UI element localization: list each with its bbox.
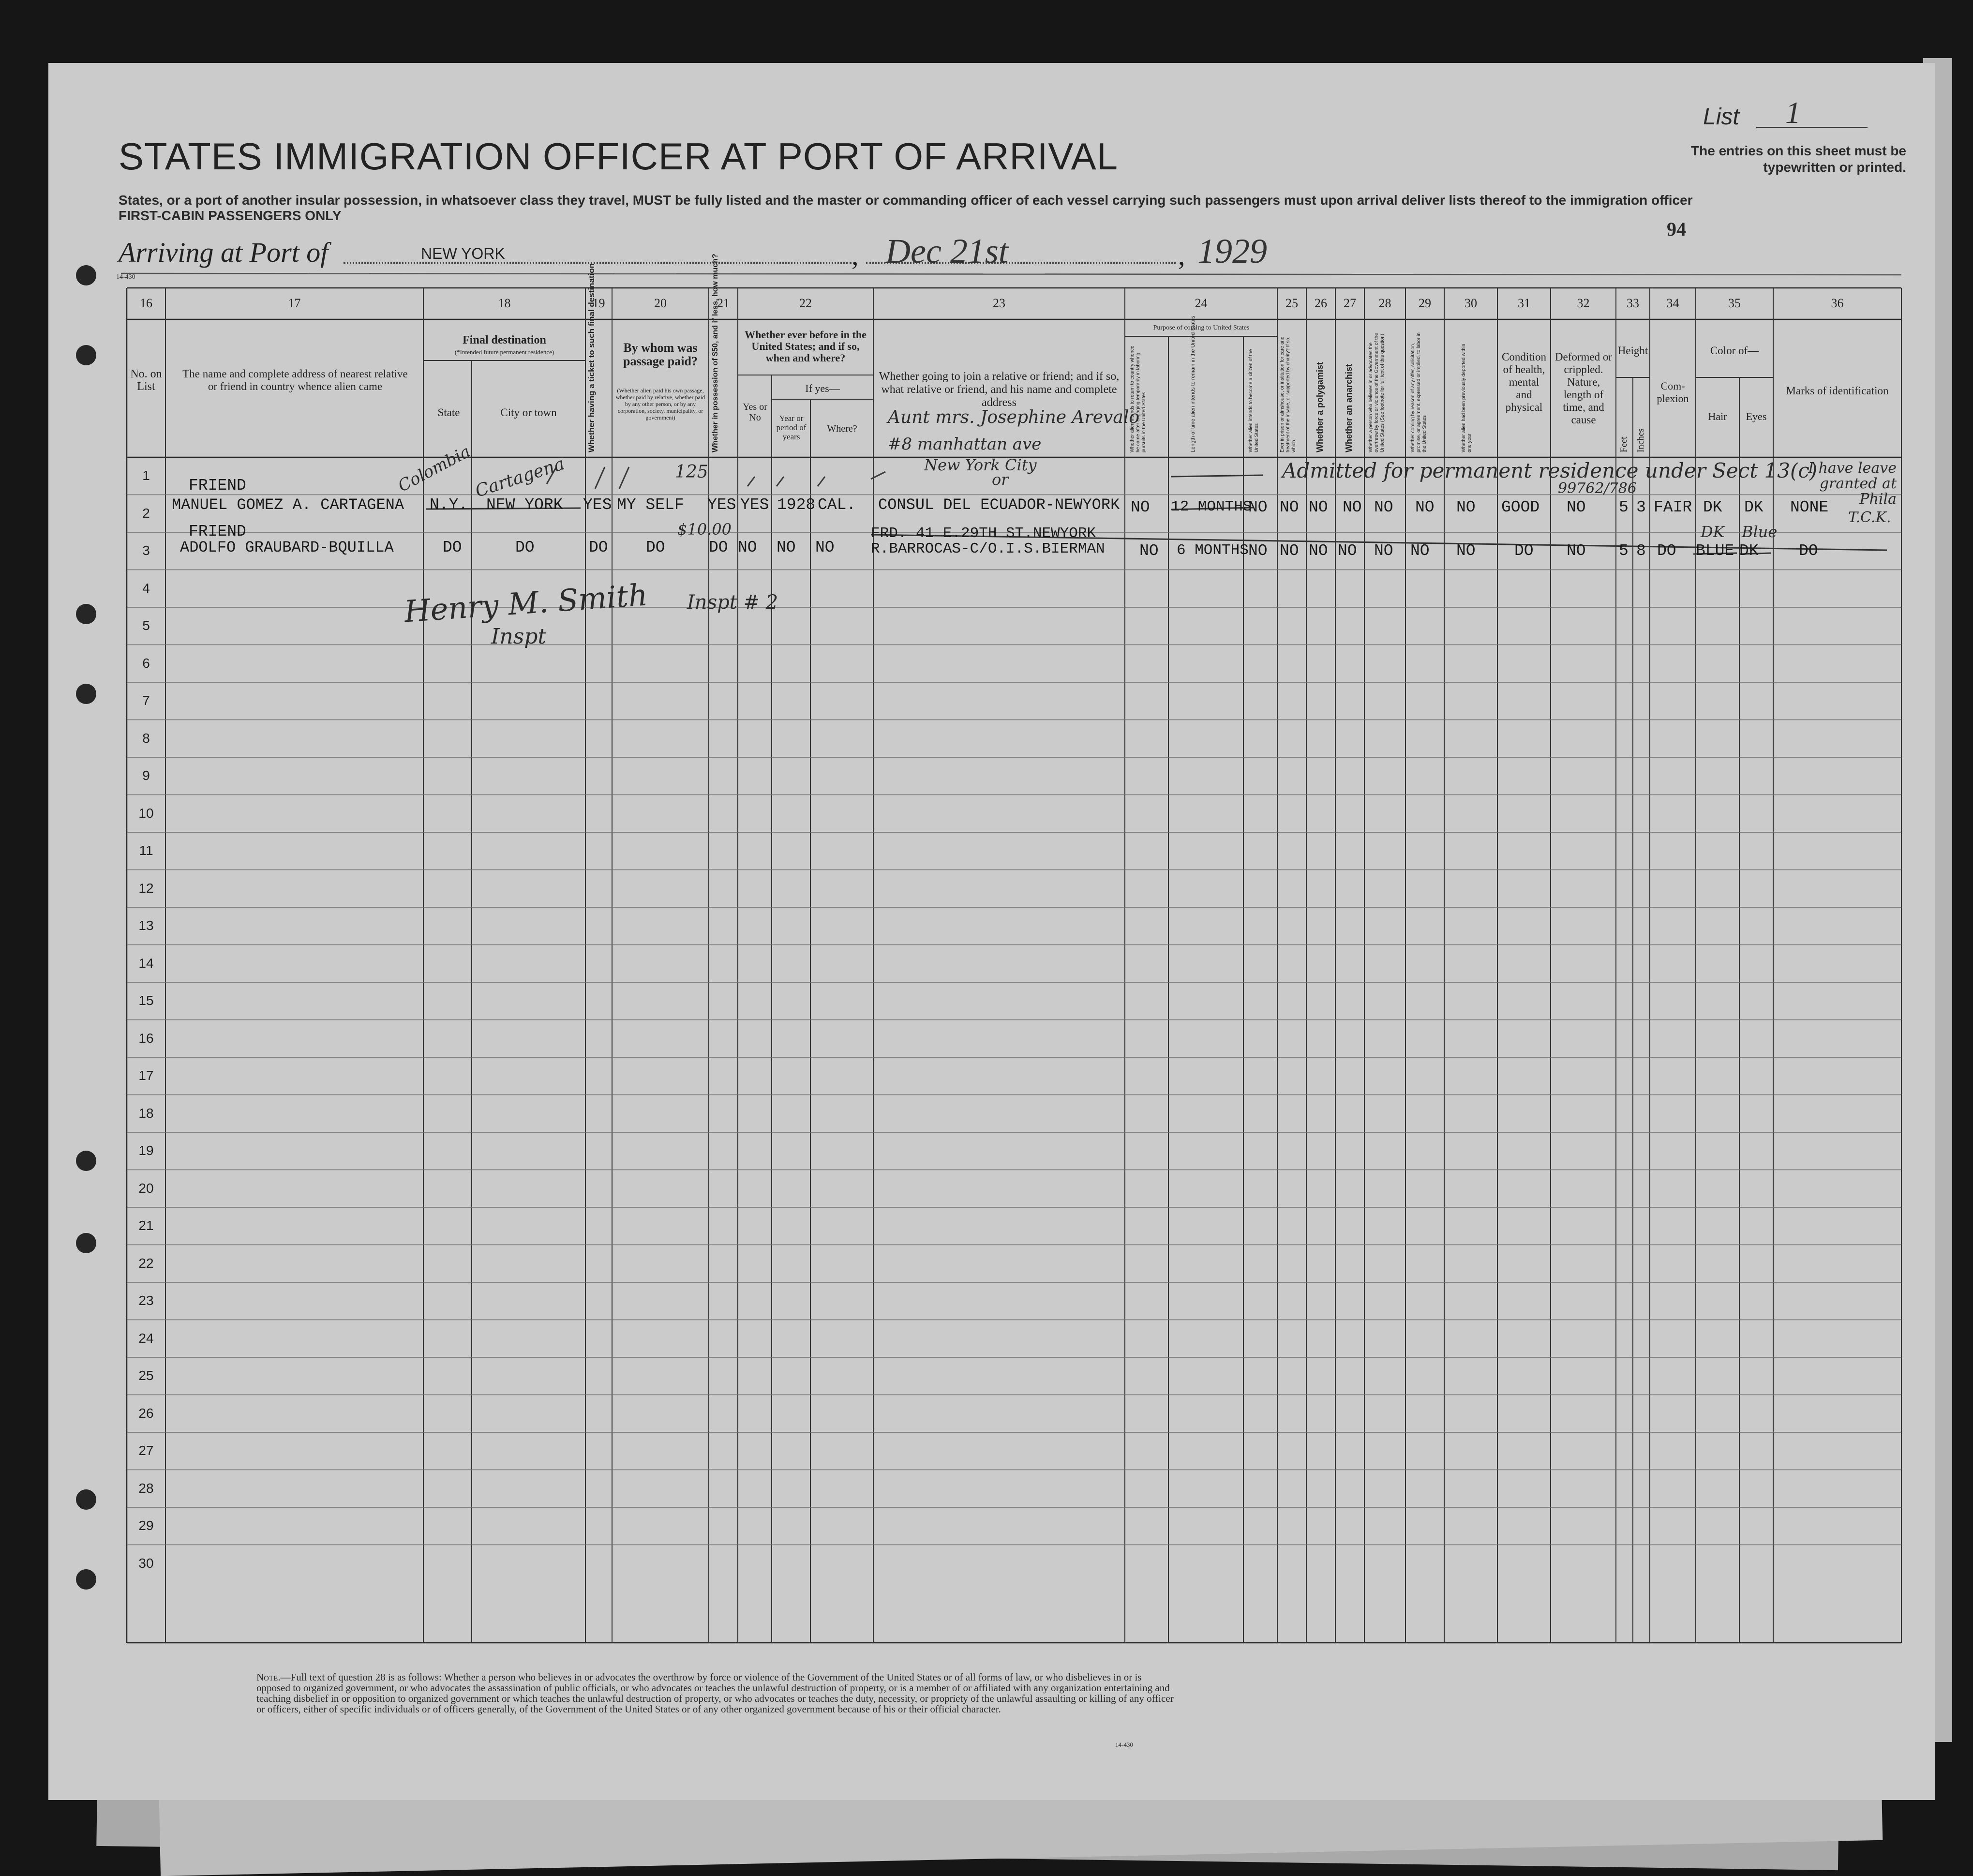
money-handwritten: 125	[675, 462, 708, 482]
col-28-header	[1368, 327, 1386, 452]
row1-eyes: DK	[1744, 498, 1764, 516]
page-number: 94	[1667, 218, 1686, 240]
row1-return: NO	[1131, 498, 1150, 516]
form-instructions: States, or a port of another insular possession, in whatsoever class they travel, MUST be fully listed and the master or commanding officer of each vessel carrying such passengers must upon arrival deliver lists thereof to the immigration officer	[119, 193, 1693, 208]
col-29-number: 29	[1419, 296, 1431, 310]
col-22-where-header: Where?	[827, 423, 857, 434]
row-number: 29	[138, 1518, 154, 1533]
col-24b-header	[1190, 315, 1196, 452]
col-28-number: 28	[1378, 296, 1391, 310]
row1-paid-by: MY SELF	[617, 496, 684, 514]
col-20-header: By whom was passage paid?	[623, 341, 698, 368]
row-number: 2	[142, 505, 150, 521]
city-handwritten: Cartagena	[473, 453, 567, 501]
col-22-number: 22	[799, 296, 812, 310]
row-number: 17	[138, 1068, 154, 1083]
col-33-inches-header	[1636, 428, 1646, 452]
row2-deformed: NO	[1567, 542, 1586, 560]
row-number: 3	[142, 543, 150, 558]
col-24-number: 24	[1195, 296, 1208, 310]
row-number: 15	[138, 993, 154, 1008]
col-24-header: Purpose of coming to United States	[1153, 324, 1250, 331]
row2-polygamist: NO	[1309, 542, 1328, 560]
row-number: 19	[138, 1143, 154, 1158]
row2-marks: DO	[1799, 542, 1818, 560]
row1-length: 12 MONTHS	[1171, 498, 1252, 515]
col-16-number: 16	[140, 296, 152, 310]
col-31-number: 31	[1518, 296, 1530, 310]
joining-handwritten-3: New York City	[924, 456, 1037, 474]
row-number: 20	[138, 1180, 154, 1196]
col-30-number: 30	[1465, 296, 1477, 310]
row2-anarchist: NO	[1338, 542, 1357, 560]
row2-return: NO	[1139, 542, 1159, 560]
row-number: 13	[138, 918, 154, 933]
admission-notation: Admitted for permanent residence under Sect 13(c)	[1282, 459, 1818, 482]
row2-complexion: DO	[1657, 542, 1676, 560]
row-number: 14	[138, 955, 154, 971]
file-number: 99762/786	[1558, 480, 1637, 497]
col-27-number: 27	[1344, 296, 1356, 310]
state-handwritten: Colombia	[395, 442, 474, 496]
row1-polygamist: NO	[1309, 498, 1328, 516]
col-21-number: 21	[717, 296, 730, 310]
row1-state: N.Y.	[430, 496, 468, 514]
joining-handwritten-1: Aunt mrs. Josephine Arevalo	[888, 407, 1140, 427]
col-22-yesno-header: Yes or No	[743, 402, 767, 423]
footnote	[256, 1672, 1176, 1714]
col-30-header	[1461, 336, 1473, 452]
row2-inches: 8	[1636, 542, 1646, 560]
col-23-header: Whether going to join a relative or friend; and if so, what relative or friend, and his name and complete address	[879, 370, 1120, 409]
row1-relation: FRIEND	[189, 477, 246, 495]
row2-length: 6 MONTHS	[1177, 542, 1249, 559]
row-number: 25	[138, 1368, 154, 1383]
col-31-header: Condition of health, mental and physical	[1501, 351, 1546, 413]
list-number: 1	[1785, 95, 1801, 130]
row-number: 11	[139, 843, 153, 858]
row1-before: YES	[740, 496, 769, 514]
form-title: STATES IMMIGRATION OFFICER AT PORT OF ARRIVAL	[119, 135, 1119, 178]
check-marks	[547, 467, 885, 489]
row2-joining-line2: R.BARROCAS-C/O.I.S.BIERMAN	[871, 540, 1105, 557]
row2-relation: FRIEND	[189, 523, 246, 540]
row-number: 9	[142, 768, 150, 783]
col-16-header: No. on List	[130, 368, 162, 393]
row2-city: DO	[515, 539, 535, 556]
col-19-header-text: Whether having a ticket to such final destination	[587, 263, 596, 452]
row2-before-where: NO	[815, 539, 835, 556]
row-number: 5	[142, 618, 150, 633]
row1-relative-address: MANUEL GOMEZ A. CARTAGENA	[172, 496, 404, 514]
entries-note: The entries on this sheet must be typewritten or printed.	[1691, 143, 1906, 175]
row2-joining-line1: FRD. 41 E.29TH ST.NEWYORK	[871, 525, 1096, 542]
col-26-header-text: Whether a polygamist	[1315, 361, 1325, 452]
row-number: 26	[138, 1405, 154, 1421]
col-26-number: 26	[1315, 296, 1327, 310]
col-19-header	[586, 263, 597, 452]
col-36-number: 36	[1831, 296, 1844, 310]
row1-ticket: YES	[583, 496, 612, 514]
col-34-header: Com-plexion	[1657, 380, 1689, 405]
col-33-feet-text: Feet	[1619, 436, 1629, 452]
row2-before-year: NO	[777, 539, 796, 556]
col-17-number: 17	[288, 296, 301, 310]
col-32-number: 32	[1577, 296, 1590, 310]
row1-prison: NO	[1280, 498, 1299, 516]
row-number: 12	[138, 880, 154, 896]
row1-complexion: FAIR	[1654, 498, 1692, 516]
col-27-header	[1344, 364, 1354, 452]
col-27-header-text: Whether an anarchist	[1344, 363, 1354, 452]
separator: ,	[852, 240, 859, 271]
col-35-hair-header: Hair	[1708, 410, 1727, 422]
arrival-date: Dec 21st	[885, 232, 1008, 270]
row1-deformed: NO	[1567, 498, 1586, 516]
row-number: 21	[138, 1218, 154, 1233]
joining-handwritten-2: #8 manhattan ave	[888, 435, 1042, 454]
row1-joining: CONSUL DEL ECUADOR-NEWYORK	[878, 496, 1120, 514]
row2-hair: BLUE	[1696, 542, 1734, 560]
row-number: 1	[142, 468, 150, 483]
row1-offer: NO	[1415, 498, 1435, 516]
col-26-header	[1315, 362, 1325, 452]
row2-feet: 5	[1619, 542, 1629, 560]
col-25-number: 25	[1285, 296, 1298, 310]
col-24a-header	[1130, 341, 1147, 452]
row1-deported: NO	[1456, 498, 1476, 516]
row-number: 4	[142, 580, 150, 596]
col-18-state-header: State	[437, 406, 460, 419]
row1-before-where: CAL.	[818, 496, 856, 514]
col-25-header-text: Ever in prison or almshouse, or institution for care and treatment of the insane, or supported by charity? If so, which	[1280, 336, 1297, 452]
row1-anarchist: NO	[1343, 498, 1362, 516]
col-23-number: 23	[993, 296, 1005, 310]
row2-money: DO	[709, 539, 728, 556]
row1-hair: DK	[1703, 498, 1722, 516]
inspector-signature: Henry M. Smith	[403, 577, 649, 630]
row1-inches: 3	[1636, 498, 1646, 516]
row1-citizen: NO	[1248, 498, 1268, 516]
row-number: 7	[142, 693, 150, 708]
col-33-feet-header	[1619, 436, 1629, 452]
col-35-eyes-header: Eyes	[1746, 410, 1767, 422]
joining-handwritten-4: or	[992, 470, 1009, 489]
inspector-number: Inspt # 2	[687, 591, 778, 614]
money-handwritten-2: $10.00	[677, 520, 732, 539]
col-20-number: 20	[654, 296, 667, 310]
col-17-header: The name and complete address of nearest relative or friend in country whence alien came	[182, 368, 408, 392]
inspector-initials: T.C.K.	[1848, 509, 1891, 526]
col-33-header: Height	[1617, 345, 1648, 357]
row1-marks: NONE	[1790, 498, 1829, 516]
inspector-title: Inspt	[491, 624, 547, 649]
port-of-arrival: NEW YORK	[421, 245, 505, 262]
row2-citizen: NO	[1248, 542, 1268, 560]
list-label: List	[1703, 104, 1739, 130]
arrival-year: 1929	[1197, 232, 1267, 270]
arriving-label: Arriving at Port of	[119, 237, 329, 268]
col-33-number: 33	[1627, 296, 1639, 310]
row-number: 30	[138, 1555, 154, 1571]
eyes-handwritten: Blue	[1742, 523, 1778, 541]
row-number: 16	[138, 1030, 154, 1046]
passenger-class: FIRST-CABIN PASSENGERS ONLY	[119, 208, 342, 223]
col-19-number: 19	[592, 296, 605, 310]
row-number: 10	[138, 805, 154, 821]
col-20-subheader: (Whether alien paid his own passage, whether paid by relative, whether paid by any other person, or by any corporation, society, municipality, or government)	[615, 387, 705, 421]
row2-health: DO	[1514, 542, 1534, 560]
col-22-header: Whether ever before in the United States; and if so, when and where?	[745, 329, 867, 364]
col-36-header: Marks of identification	[1786, 385, 1889, 397]
col-21-header-text: Whether in possession of $50, and if less, how much?	[711, 254, 719, 452]
col-32-header: Deformed or crippled. Nature, length of time, and cause	[1554, 351, 1613, 426]
col-35-header: Color of—	[1710, 345, 1759, 357]
row1-health: GOOD	[1501, 498, 1540, 516]
col-18-city-header: City or town	[500, 406, 557, 419]
col-22-year-header: Year or period of years	[776, 414, 807, 441]
row-number: 22	[138, 1255, 154, 1271]
row2-relative-address: ADOLFO GRAUBARD-BQUILLA	[180, 539, 394, 556]
col-25-header	[1280, 327, 1297, 452]
row1-feet: 5	[1619, 498, 1629, 516]
col-18-number: 18	[498, 296, 511, 310]
footnote-text: —Full text of question 28 is as follows: Whether a person who believes in or advocates the overthrow by force or violence of the Government of the United States or of all forms of law, or who disbelieves in or is opposed to organized government, or who advocates the assassination of public officials, or who advocates or teaches the unlawful destruction of property, or is a member of or affiliated with any organization entertaining and teaching disbelief in or opposition to organized government or which teaches the unlawful destruction of property, or who advocates or teaches the duty, necessity, or propriety of the unlawful assaulting or killing of any officer or officers, either of specific individuals or of officers generally, of the Government of the United States or of any other organized government because of his or their official character.	[256, 1671, 1174, 1715]
separator: ,	[1178, 240, 1185, 271]
row2-overthrow: NO	[1374, 542, 1393, 560]
row-number: 6	[142, 655, 150, 671]
row-number: 27	[138, 1443, 154, 1458]
hair-handwritten: DK	[1701, 523, 1725, 541]
footnote-label: Note.	[256, 1671, 281, 1683]
row2-before: NO	[738, 539, 757, 556]
col-29-header-text: Whether coming by reason of any offer, solicitation, promise, or agreement, expressed or implied, to labor in the United States	[1410, 332, 1427, 452]
col-35-number: 35	[1728, 296, 1741, 310]
row2-ticket: DO	[589, 539, 608, 556]
col-24a-header-text: Whether alien intends to return to country whence he came after engaging temporarily in laboring pursuits in the United States	[1130, 345, 1147, 452]
col-24c-header-text: Whether alien intends to become a citizen of the United States	[1248, 349, 1259, 452]
row-number: 23	[138, 1293, 154, 1308]
col-34-number: 34	[1666, 296, 1679, 310]
footer-form-number: 14-430	[1115, 1741, 1133, 1748]
row-number: 18	[138, 1105, 154, 1121]
row1-money: YES	[707, 496, 736, 514]
form-number: 14-430	[116, 273, 135, 281]
col-24b-header-text: Length of time alien intends to remain in the United States	[1190, 315, 1196, 452]
col-29-header	[1410, 327, 1428, 452]
col-28-header-text: Whether a person who believes in or advocates the overthrow by force or violence of the Government of the United States (See footnote for full text of this question)	[1368, 333, 1385, 452]
row2-offer: NO	[1410, 542, 1430, 560]
row2-paid-by: DO	[646, 539, 665, 556]
col-24c-header	[1248, 341, 1260, 452]
col-22-ifyes-header: If yes—	[805, 382, 840, 394]
row1-overthrow: NO	[1374, 498, 1393, 516]
row1-city: NEW YORK	[486, 496, 563, 514]
row-number: 8	[142, 730, 150, 746]
col-18-subheader: (*Intended future permanent residence)	[454, 348, 554, 356]
row-number: 28	[138, 1480, 154, 1496]
col-30-header-text: Whether alien had been previously deported within one year	[1461, 344, 1472, 452]
leave-notation: I have leave granted at Phila	[1808, 460, 1897, 508]
row-number: 24	[138, 1330, 154, 1346]
row1-before-year: 1928	[777, 496, 816, 514]
row2-deported: NO	[1456, 542, 1476, 560]
col-33-inches-text: Inches	[1636, 428, 1646, 452]
row2-eyes: DK	[1739, 542, 1759, 560]
row2-prison: NO	[1280, 542, 1299, 560]
col-21-header	[710, 254, 720, 452]
col-18-header: Final destination	[463, 334, 546, 346]
row2-state: DO	[443, 539, 462, 556]
